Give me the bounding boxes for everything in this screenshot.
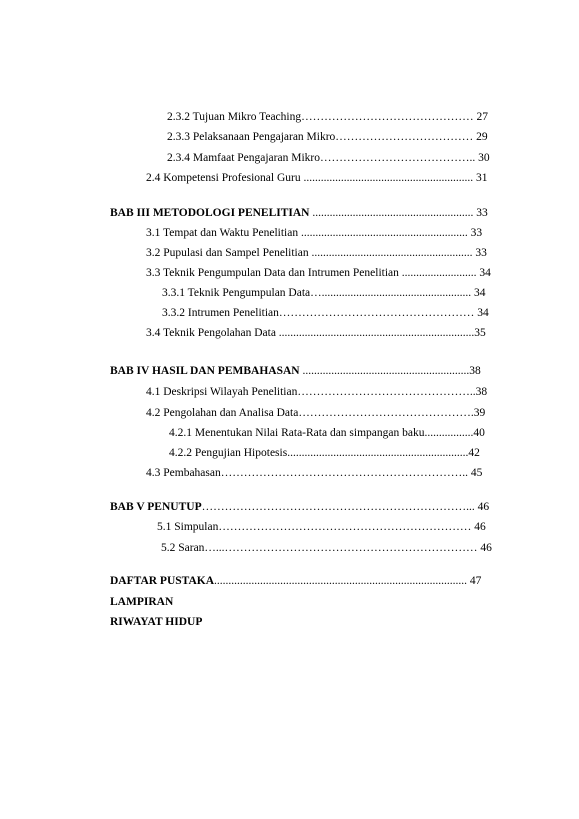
toc-lampiran: LAMPIRAN [110, 596, 174, 608]
toc-entry-3-4: 3.4 Teknik Pengolahan Data ....................................................................35 [146, 327, 486, 339]
toc-entry-3-3: 3.3 Teknik Pengumpulan Data dan Intrumen Penelitian .......................... 34 [146, 267, 491, 279]
chapter-leader-page: ..........................................................38 [299, 365, 481, 377]
chapter-title: BAB IV HASIL DAN PEMBAHASAN [110, 365, 300, 377]
chapter-title: BAB V PENUTUP [110, 501, 202, 513]
toc-entry-2-3-4: 2.3.4 Mamfaat Pengajaran Mikro………………………………….. 30 [167, 152, 490, 164]
toc-chapter-bab-3 [110, 206, 488, 220]
toc-entry-3-3-1: 3.3.1 Teknik Pengumpulan Data….................................................... 34 [162, 287, 486, 299]
toc-entry-3-2: 3.2 Pupulasi dan Sampel Penelitian ........................................................ 33 [146, 247, 487, 259]
toc-entry-5-1: 5.1 Simpulan………………………………………………………… 46 [157, 521, 486, 533]
toc-entry-2-3-3: 2.3.3 Pelaksanaan Pengajaran Mikro……………………………… 29 [167, 131, 488, 143]
toc-entry-2-4: 2.4 Kompetensi Profesional Guru ........................................................... 31 [146, 172, 488, 184]
chapter-leader-page: ……………………………………………………………... 46 [201, 501, 490, 513]
section-title: DAFTAR PUSTAKA [110, 575, 215, 587]
toc-chapter-bab-5 [110, 500, 489, 514]
toc-entry-3-1: 3.1 Tempat dan Waktu Penelitian .......................................................... 33 [146, 227, 483, 239]
section-leader-page: ........................................................................................ 47 [214, 575, 482, 587]
chapter-leader-page: ........................................................ 33 [309, 207, 488, 219]
toc-entry-5-2: 5.2 Saran…...………………………………………………………… 46 [161, 542, 492, 554]
toc-entry-3-3-2: 3.3.2 Intrumen Penelitian…………………………………………… 34 [162, 307, 489, 319]
toc-chapter-bab-4 [110, 364, 481, 378]
toc-entry-4-2: 4.2 Pengolahan dan Analisa Data……………………………………….39 [146, 407, 486, 419]
toc-entry-4-2-2: 4.2.2 Pengujian Hipotesis...............................................................42 [169, 447, 480, 459]
toc-daftar-pustaka [110, 574, 481, 588]
toc-riwayat-hidup: RIWAYAT HIDUP [110, 616, 203, 628]
toc-entry-4-3: 4.3 Pembahasan……………………………………………………….. 45 [146, 467, 483, 479]
toc-entry-4-2-1: 4.2.1 Menentukan Nilai Rata-Rata dan simpangan baku.................40 [169, 427, 485, 439]
toc-entry-2-3-2: 2.3.2 Tujuan Mikro Teaching……………………………………… 27 [167, 111, 488, 123]
chapter-title: BAB III METODOLOGI PENELITIAN [110, 207, 310, 219]
toc-entry-4-1: 4.1 Deskripsi Wilayah Penelitian………………………………………..38 [146, 386, 488, 398]
